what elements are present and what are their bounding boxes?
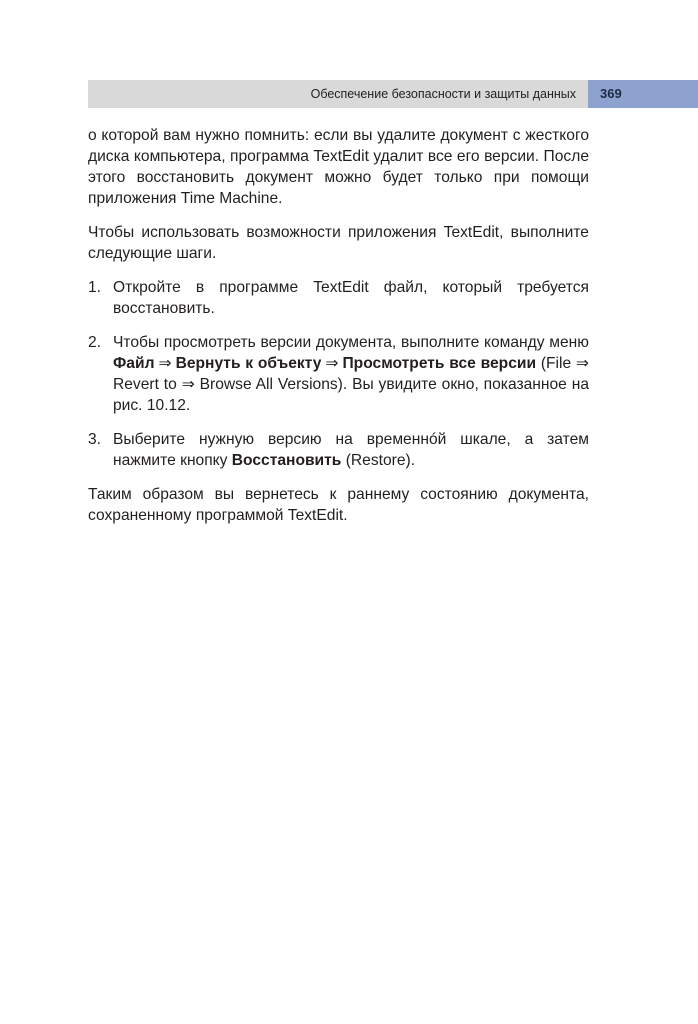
menu-revert: Вернуть к объекту bbox=[175, 355, 322, 372]
arrow-icon: ⇒ bbox=[575, 355, 589, 372]
step-number: 2. bbox=[88, 334, 102, 351]
arrow-icon: ⇒ bbox=[158, 355, 172, 372]
page-body bbox=[88, 125, 589, 539]
running-header-title: Обеспечение безопасности и защиты данных bbox=[310, 87, 576, 101]
step-text: Откройте в программе TextEdit файл, который требуется восстановить. bbox=[113, 279, 589, 317]
arrow-icon: ⇒ bbox=[181, 376, 195, 393]
menu-file: Файл bbox=[113, 355, 155, 372]
step-3 bbox=[88, 429, 589, 471]
step-text: Выберите нужную версию на временнóй шкале, а затем нажмите кнопку bbox=[113, 431, 589, 469]
steps-list bbox=[88, 277, 589, 471]
step-number: 3. bbox=[88, 431, 102, 448]
step-text-en-3: Browse All Versions). Вы увидите окно, показанное на рис. 10.12. bbox=[113, 376, 589, 414]
page-number: 369 bbox=[600, 86, 622, 101]
step-text-post: (Restore). bbox=[341, 452, 416, 469]
running-header bbox=[88, 80, 588, 108]
step-text: Чтобы просмотреть версии документа, выполните команду меню bbox=[113, 334, 589, 351]
step-text-en-2: Revert to bbox=[113, 376, 182, 393]
step-text-en-1: (File bbox=[536, 355, 576, 372]
paragraph-steps-intro: Чтобы использовать возможности приложения TextEdit, выполните следующие шаги. bbox=[88, 224, 589, 262]
step-number: 1. bbox=[88, 279, 102, 296]
paragraph-conclusion: Таким образом вы вернетесь к раннему состоянию документа, сохраненному программой TextEdit. bbox=[88, 486, 589, 524]
arrow-icon: ⇒ bbox=[325, 355, 339, 372]
menu-browse-versions: Просмотреть все версии bbox=[342, 355, 537, 372]
button-restore-label: Восстановить bbox=[231, 452, 342, 469]
page-number-tab bbox=[588, 80, 698, 108]
step-2 bbox=[88, 332, 589, 416]
paragraph-intro: о которой вам нужно помнить: если вы удалите документ с жесткого диска компьютера, программа TextEdit удалит все его версии. После этого восстановить документ можно будет только при помощи приложения Time Machine. bbox=[88, 127, 589, 207]
step-1 bbox=[88, 277, 589, 319]
